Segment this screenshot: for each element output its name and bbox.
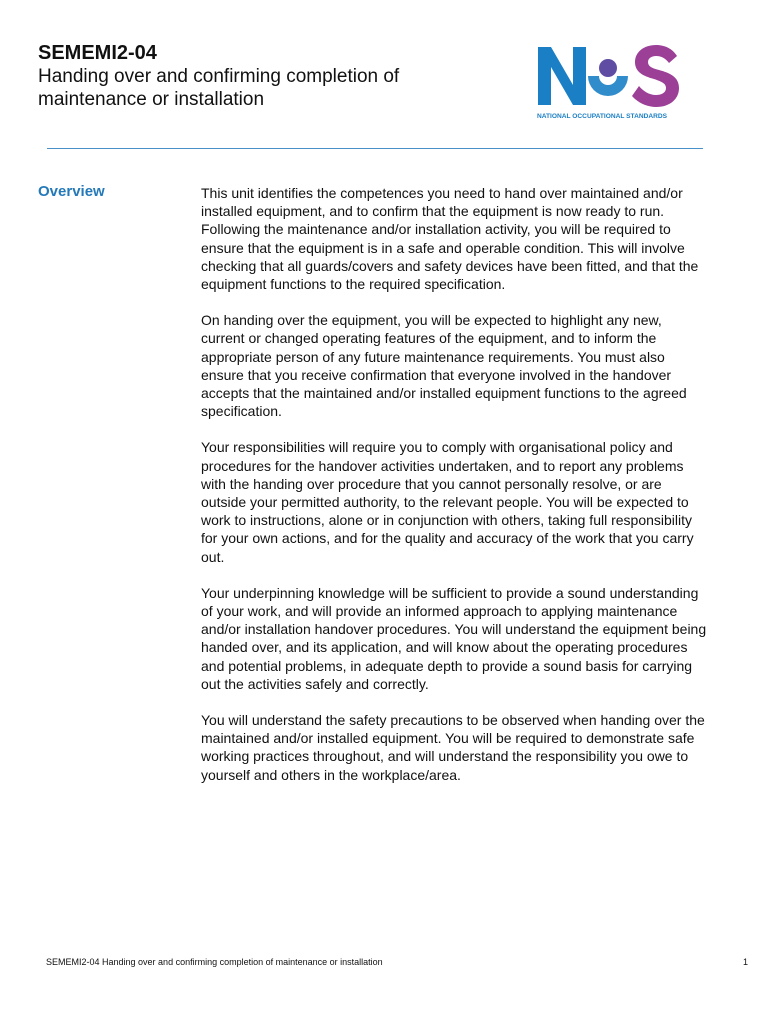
logo-dot <box>599 59 617 77</box>
section-heading-overview: Overview <box>38 183 105 200</box>
overview-paragraph: Your underpinning knowledge will be sufficient to provide a sound understanding of your work, and will provide an informed approach to applying maintenance and/or installation handover procedures. You will understand the equipment being handed over, and its application, and will know about the operating procedures and potential problems, in adequate depth to provide a sound basis for carrying out the activities safely and correctly. <box>201 584 707 692</box>
overview-paragraph: This unit identifies the competences you need to hand over maintained and/or installed equipment, and to confirm that the equipment is now ready to run. Following the maintenance and/or installation activity, you will be required to ensure that the equipment is in a safe and operable condition. This will involve checking that all guards/covers and safety devices have been fitted, and that the equipment functions to the required specification. <box>201 185 699 293</box>
nos-logo-icon <box>536 42 686 122</box>
nos-logo <box>536 42 686 122</box>
overview-paragraph: On handing over the equipment, you will be expected to highlight any new, current or changed operating features of the equipment, and to inform the appropriate person of any future maintenance requirements. You must also ensure that you receive confirmation that everyone involved in the handover accepts that the maintained and/or installed equipment functions to the agreed specification. <box>201 312 687 420</box>
page-number: 1 <box>742 957 748 967</box>
document-title: Handing over and confirming completion of maintenance or installation <box>38 66 400 110</box>
logo-letter-n <box>538 47 586 105</box>
document-code: SEMEMI2-04 <box>38 42 157 64</box>
overview-body <box>201 184 707 802</box>
header-divider <box>47 148 703 149</box>
logo-letter-o <box>588 76 628 96</box>
overview-paragraph: Your responsibilities will require you to comply with organisational policy and procedures for the handover activities undertaken, and to report any problems with the handing over procedure that you cannot personally resolve, or are outside your permitted authority, to the relevant people. You will be expected to work to instructions, alone or in conjunction with others, taking full responsibility for your own actions, and for the quality and accuracy of the work that you carry out. <box>201 439 694 565</box>
overview-paragraph: You will understand the safety precautions to be observed when handing over the maintained and/or installed equipment. You will be required to demonstrate safe working practices throughout, and will understand the responsibility you owe to yourself and others in the workplace/area. <box>201 712 705 783</box>
logo-letter-s <box>632 45 679 107</box>
footer-text: SEMEMI2-04 Handing over and confirming completion of maintenance or installation <box>46 957 383 967</box>
logo-tagline: NATIONAL OCCUPATIONAL STANDARDS <box>537 113 668 120</box>
